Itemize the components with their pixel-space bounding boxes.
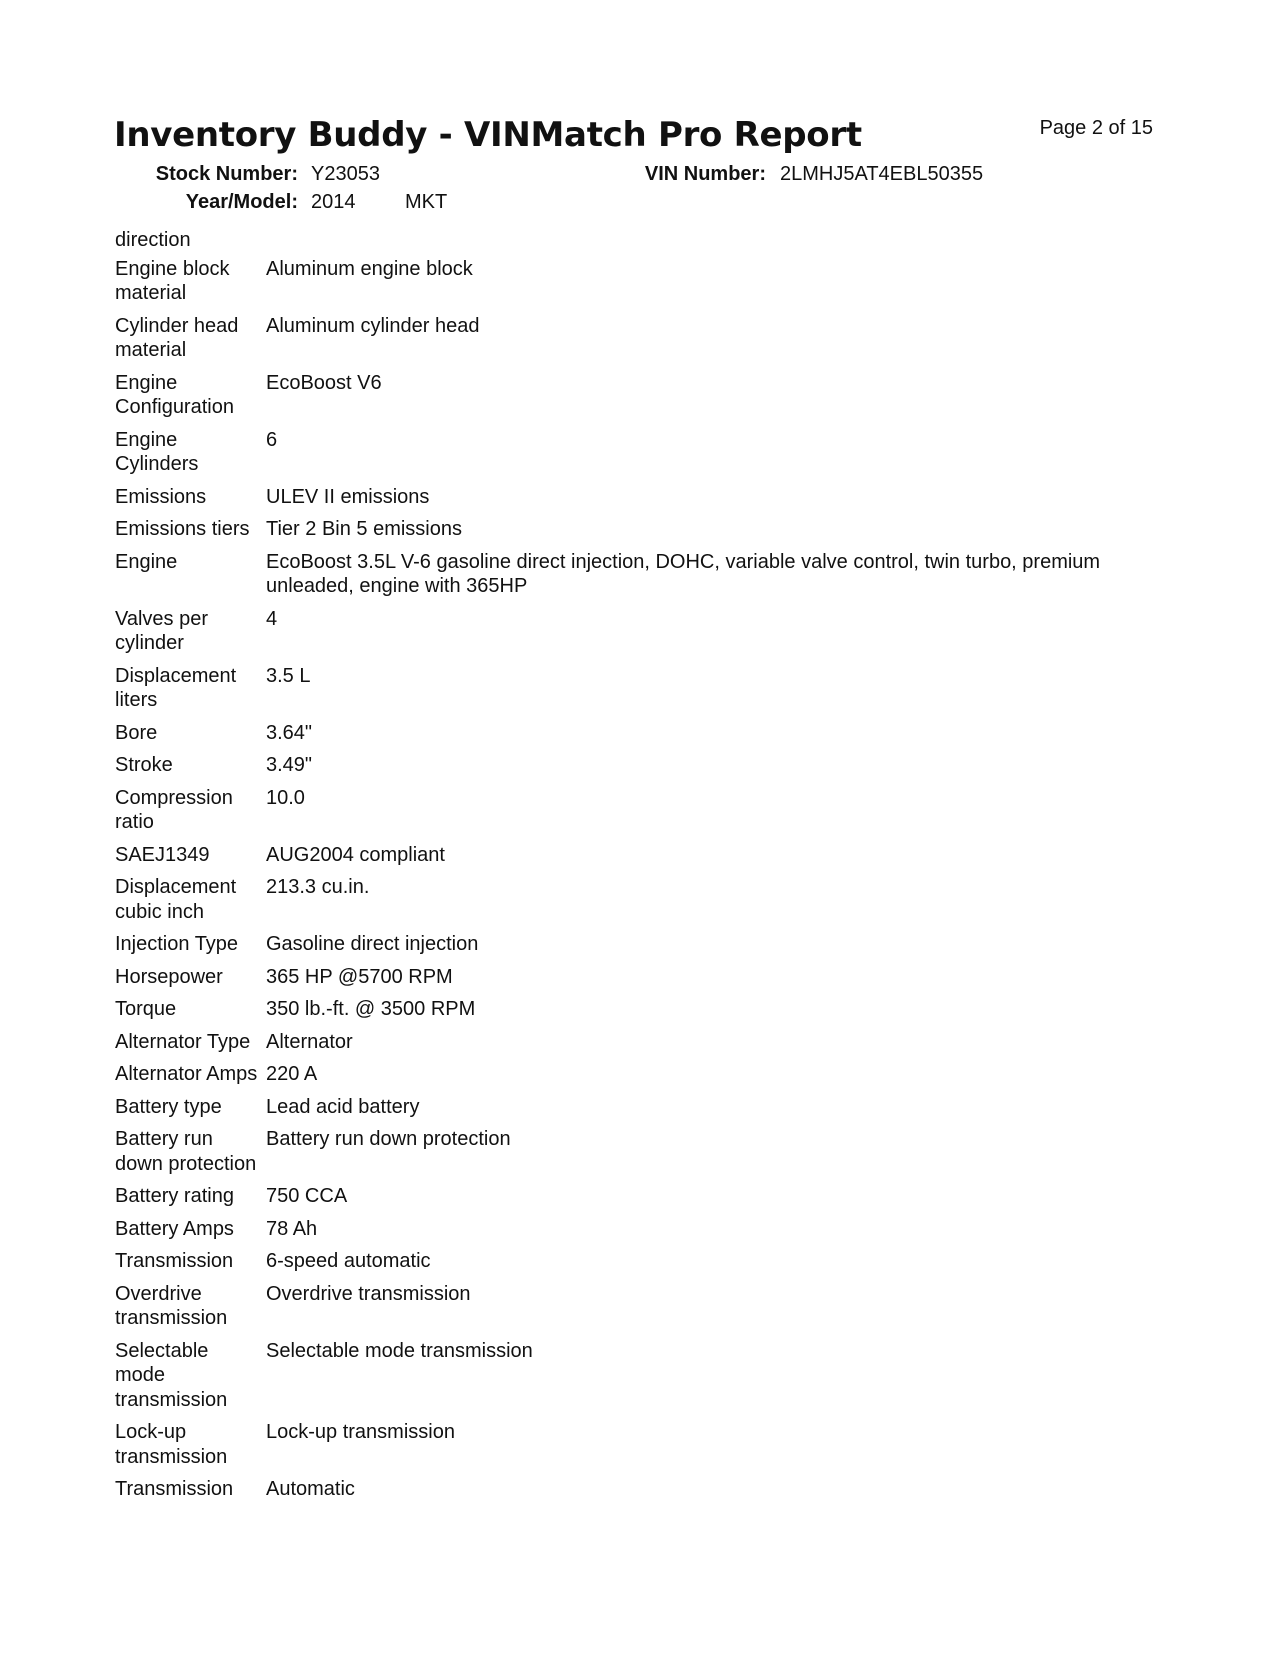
spec-label: SAEJ1349: [115, 843, 210, 866]
spec-row: [115, 1282, 1165, 1331]
spec-label: Stroke: [115, 754, 173, 776]
spec-label: Displacement cubic inch: [115, 876, 237, 923]
spec-value: 213.3 cu.in.: [266, 876, 370, 898]
spec-label: Bore: [115, 721, 158, 744]
spec-row: [115, 1095, 1165, 1120]
spec-value: AUG2004 compliant: [266, 843, 445, 866]
spec-row: [115, 965, 1165, 990]
spec-value: 10.0: [266, 786, 305, 809]
year-value: 2014: [311, 191, 356, 213]
spec-row: [115, 932, 1165, 957]
spec-row: [115, 1217, 1165, 1242]
spec-label: Alternator Amps: [115, 1063, 258, 1085]
spec-value: Selectable mode transmission: [266, 1339, 533, 1362]
spec-row: [115, 1030, 1165, 1055]
spec-label: Engine Cylinders: [115, 428, 199, 475]
spec-value: Battery run down protection: [266, 1128, 511, 1150]
spec-label: Battery Amps: [115, 1217, 234, 1240]
spec-value: 365 HP @5700 RPM: [266, 965, 453, 988]
spec-row: [115, 1477, 1165, 1502]
spec-value: 4: [266, 607, 278, 630]
spec-value: Overdrive transmission: [266, 1282, 471, 1305]
spec-label: Alternator Type: [115, 1030, 251, 1053]
spec-list: [115, 228, 1165, 1510]
spec-value: Lead acid battery: [266, 1095, 420, 1118]
spec-label: Overdrive transmission: [115, 1282, 228, 1329]
spec-label: Selectable mode transmission: [115, 1339, 228, 1411]
spec-value: 220 A: [266, 1063, 318, 1085]
vin-number-value: 2LMHJ5AT4EBL50355: [780, 163, 984, 185]
spec-value: Lock-up transmission: [266, 1421, 455, 1443]
spec-row: [115, 1127, 1165, 1176]
spec-row: [115, 875, 1165, 924]
spec-label: Compression ratio: [115, 786, 233, 833]
spec-label: Battery rating: [115, 1185, 234, 1207]
page-number: Page 2 of 15: [1039, 117, 1153, 139]
spec-value: EcoBoost 3.5L V-6 gasoline direct injection, DOHC, variable valve control, twin turbo, premium unleaded, engine with 365HP: [266, 550, 1101, 597]
spec-label: Emissions tiers: [115, 518, 250, 540]
spec-row: [115, 257, 1165, 306]
spec-label: Engine Configuration: [115, 371, 234, 418]
spec-row: [115, 664, 1165, 713]
spec-row: [115, 314, 1165, 363]
spec-label: Injection Type: [115, 933, 239, 955]
spec-label: Lock-up transmission: [115, 1421, 228, 1468]
spec-row: [115, 607, 1165, 656]
spec-label: Emissions: [115, 485, 207, 508]
spec-value: Automatic: [266, 1478, 355, 1500]
spec-value: 350 lb.-ft. @ 3500 RPM: [266, 998, 476, 1020]
spec-row: [115, 1184, 1165, 1209]
spec-value: 750 CCA: [266, 1185, 348, 1207]
spec-value: 3.49": [266, 754, 313, 776]
vin-number-label: VIN Number:: [644, 163, 766, 185]
spec-label: Engine: [115, 550, 178, 573]
spec-value: Tier 2 Bin 5 emissions: [266, 518, 462, 540]
spec-value: EcoBoost V6: [266, 371, 382, 394]
spec-value: Gasoline direct injection: [266, 933, 479, 955]
spec-value: 6-speed automatic: [266, 1250, 431, 1272]
spec-label: Transmission: [115, 1250, 234, 1272]
spec-label: Torque: [115, 998, 177, 1020]
spec-row: [115, 550, 1165, 599]
spec-row: [115, 753, 1165, 778]
spec-label: Engine block material: [115, 257, 230, 304]
spec-row: [115, 1339, 1165, 1413]
spec-label: Transmission: [115, 1478, 234, 1500]
spec-row: [115, 517, 1165, 542]
spec-label: Cylinder head material: [115, 314, 239, 361]
spec-row: [115, 371, 1165, 420]
year-model-label: Year/Model:: [185, 191, 298, 213]
model-value: MKT: [405, 191, 448, 213]
spec-row: [115, 428, 1165, 477]
spec-row: [115, 843, 1165, 868]
spec-value: 3.5 L: [266, 664, 311, 687]
spec-row: [115, 1062, 1165, 1087]
spec-label: Horsepower: [115, 965, 223, 988]
spec-label: Valves per cylinder: [115, 607, 209, 654]
spec-label: Displacement liters: [115, 664, 237, 711]
spec-label-continued: direction: [115, 229, 191, 251]
spec-value: Aluminum engine block: [266, 257, 473, 280]
spec-row: [115, 1420, 1165, 1469]
report-title: Inventory Buddy - VINMatch Pro Report: [114, 115, 862, 155]
spec-row: [115, 997, 1165, 1022]
spec-row: [115, 786, 1165, 835]
spec-label: Battery run down protection: [115, 1128, 257, 1175]
spec-row-continued: [115, 228, 1165, 253]
spec-label: Battery type: [115, 1095, 222, 1118]
spec-row: [115, 1249, 1165, 1274]
stock-number-value: Y23053: [311, 163, 380, 185]
spec-row: [115, 485, 1165, 510]
spec-value: ULEV II emissions: [266, 485, 430, 508]
spec-value: Alternator: [266, 1030, 353, 1053]
spec-value: 78 Ah: [266, 1217, 318, 1240]
spec-value: Aluminum cylinder head: [266, 314, 480, 337]
stock-number-label: Stock Number:: [155, 163, 298, 185]
spec-value: 6: [266, 428, 278, 451]
spec-row: [115, 721, 1165, 746]
spec-value: 3.64": [266, 721, 313, 744]
